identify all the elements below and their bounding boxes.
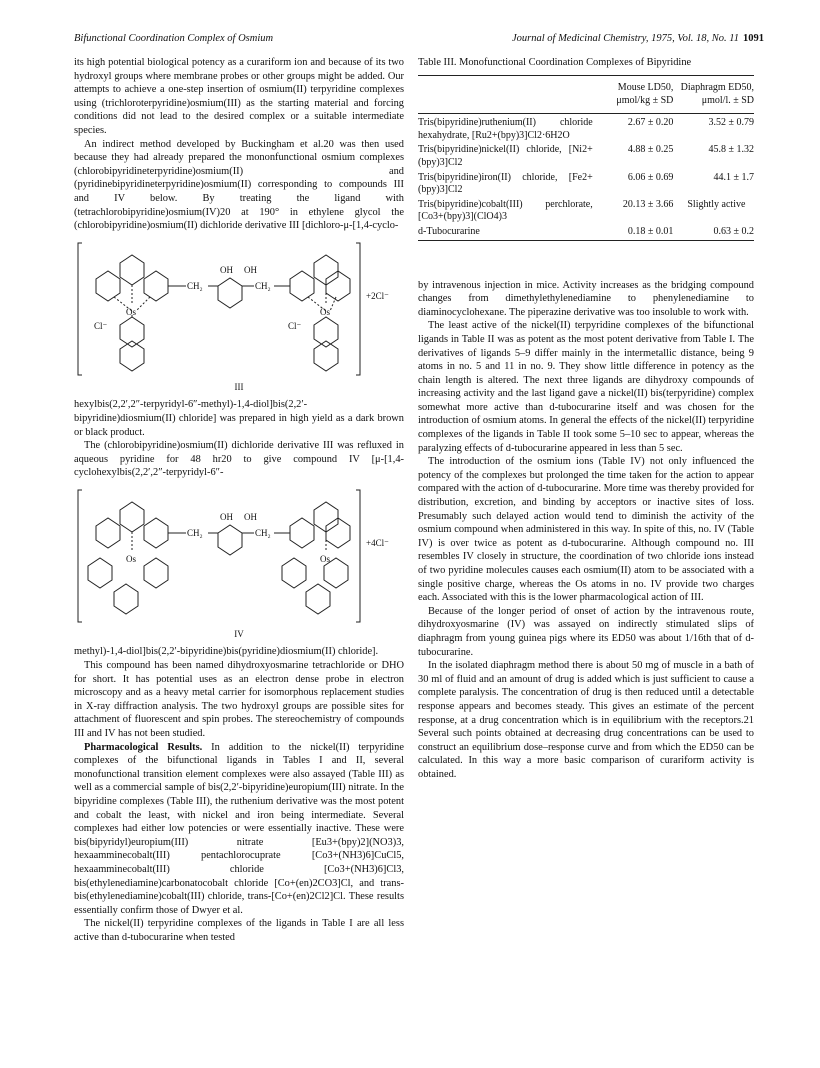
table-cell: 20.13 ± 3.66 [622,198,674,210]
table-cell: 0.18 ± 0.01 [627,225,674,237]
table-cell: 2.67 ± 0.20 [627,117,674,129]
page-number: 1091 [743,33,764,44]
paragraph: methyl)-1,4-diol]bis(2,2′-bipyridine)bis(pyridine)diosmium(II) chloride]. [74,646,379,658]
table-cell: d-Tubocurarine [418,225,480,237]
table-cell: Tris(bipyridine)nickel(II) chloride, [Ni2+(bpy)3]Cl2 [418,144,593,168]
figure-label-iv: IV [234,628,244,639]
os-atom-right: Os [320,553,331,564]
table-cell: 45.8 ± 1.32 [708,144,754,156]
running-header-left: Bifunctional Coordination Complex of Osmium [74,33,274,44]
methylene-label: CH₂ [255,527,271,538]
paragraph: This compound has been named dihydroxyosmarine tetrachloride or DHO for short. It has potential uses as an electron dense probe in electron microscopy and as a heavy metal carrier for isomorphous replacement studies in X-ray diffraction analysis. The two hydroxyl groups are possible sites for attachment of fluorescent and spin probes. The stereochemistry of compounds III and IV has not been studied. [74,660,404,740]
paragraph: Because of the longer period of onset of action by the intravenous route, dihydroxyosmarine (IV) was assayed on indirectly stimulated slips of diaphragm from young guinea pigs where its ED50 was about 1/16th that of d-tubocurarine. [418,605,754,658]
table-cell: Tris(bipyridine)cobalt(III) perchlorate, [Co3+(bpy)3](ClO4)3 [418,198,593,223]
paragraph: The (chlorobipyridine)osmium(II) dichloride derivative III was refluxed in aqueous pyridine for 48 hr20 to give compound IV [μ-[1,4-cyclohexylbis(2,2′,2″-terpyridyl-6″- [74,440,404,479]
table-row [418,171,754,198]
left-column [74,56,404,945]
journal-citation: Journal of Medicinal Chemistry, 1975, Vol. 18, No. 11 [511,33,739,44]
hydroxyl-label: OH [220,264,233,275]
table-row [418,198,754,225]
table-cell: Tris(bipyridine)ruthenium(II) chloride hexahydrate, [Ru2+(bpy)3]Cl2·6H2O [418,117,593,141]
structure-iv-drawing [74,486,404,626]
table-iii [418,75,754,243]
paragraph: In the isolated diaphragm method there is about 50 mg of muscle in a bath of 30 ml of fluid and an amount of drug is added which is just sufficient to cause a complete paralysis. The concentration of drug is then reduced until a detectable response appears and becomes steady. This gives an estimate of the percent response, at a drug concentration which is in equilibrium with the receptors.21 Several such points obtained at decreasing drug concentrations can be used to construct an equilibrium dose–response curve and from which the ED50 can be calculated. In this way a more basic comparison of curariform activity is obtained. [418,660,754,780]
table-row [418,116,754,143]
methylene-label: CH₂ [187,527,203,538]
column-header: Diaphragm ED50, μmol/l. ± SD [680,82,754,106]
table-cell: 6.06 ± 0.69 [627,171,674,183]
structure-figure-iv [74,486,404,626]
methylene-label: CH₂ [187,280,203,291]
table-title: Table III. Monofunctional Coordination Complexes of Bipyridine [418,57,692,68]
os-atom-left: Os [126,306,137,317]
table-cell: Slightly active [687,198,746,210]
column-header: Mouse LD50, μmol/kg ± SD [616,82,674,106]
paragraph [74,741,404,918]
running-header-right [512,33,764,44]
right-column [418,56,754,782]
table-cell: 44.1 ± 1.7 [713,171,754,183]
paragraph: The least active of the nickel(II) terpyridine complexes of the bifunctional ligands in Table II was as potent as the most potent derivative from Table I. The derivatives of ligands 5–9 differ mainly in the intermetallic distance, being 9 atoms in no. 5 and 11 in no. 9. They show little difference in potency as the chain length is altered. The next three ligands are dihydroxy compounds of increasing activity and the last ligand gave a nickel(II) bis(terpyridine) complex somewhat more active than d-tubocurarine itself and was chosen for the introduction of osmium atoms. In general the effects of the nickel(II) terpyridine complexes of the ligands in Table II took some 5–10 sec to appear, whereas the paralyzing effects of d-tubocurarine appeared in less than 5 sec. [418,320,754,454]
os-atom-left: Os [126,553,137,564]
paragraph: its high potential biological potency as a curariform ion and because of its two hydroxyl groups where membrane probes or other groups might be added. Our attempts to achieve a one-step insertion of osmium(II) terpyridine complexes using (trichloroterpyridine)osmium(III) as the starting material and forcing conditions did not lead to the desired complex or a suitable intermediate species. [74,57,404,136]
table-cell: 3.52 ± 0.79 [708,117,754,129]
paragraph: An indirect method developed by Buckingham et al.20 was then used because they had already prepared the mononfunctional osmium complexes (chlorobipyridineterpyridine)osmium(II) and (pyridinebipyridineterpyridine)osmium(II) corresponding to compounds III and IV below. By treating the ligand with (tetrachlorobipyridine)osmium(IV)20 at 190° in ethylene glycol the (chlorobipyridine)osmium(II) dichloride derivative III [dichloro-μ-[1,4-cyclo- [74,138,404,232]
paragraph-text: In addition to the nickel(II) terpyridine complexes of the bifunctional ligands in Tables I and II, several monofunctional transition element complexes were also assayed (Table III) as well as a commercial sample of bis(2,2′-bipyridine)europium(III) nitrate. In the bipyridine complexes (Table III), the ruthenium derivative was the most potent and cobalt the least, with nickel and iron being intermediate. Several complexes had either low potencies or were essentially inactive. These were bis(bipyridyl)europium(III) nitrate [Eu3+(bpy)2](NO3)3, hexaamminecobalt(III) pentachlorocuprate [Co3+(NH3)6]CuCl5, hexaamminecobalt(III) chloride [Co3+(NH3)6]Cl3, bis(ethylenediamine)carbonatocobalt chloride [Co+(en)2CO3]Cl, and trans-bis(ethylenediamine)cobalt(III) chloride, trans-[Co+(en)2Cl2]Cl. These results essentially confirm those of Dwyer et al. [74,741,404,916]
table-cell: Tris(bipyridine)iron(II) chloride, [Fe2+(bpy)3]Cl2 [418,171,593,196]
table-row [418,143,754,170]
chloride-label: Cl⁻ [94,320,108,331]
section-heading: Pharmacological Results. [84,741,203,753]
methylene-label: CH₂ [255,280,271,291]
paragraph: The nickel(II) terpyridine complexes of the ligands in Table I are all less active than d-tubocurarine when tested [74,918,404,943]
counterion-label: +2Cl⁻ [366,290,389,301]
counterion-label: +4Cl⁻ [366,537,389,548]
paragraph: hexylbis(2,2′,2″-terpyridyl-6″-methyl)-1,4-diol]bis(2,2′-bipyridine)diosmium(II) chloride] was prepared in high yield as a dark brown or black product. [74,399,404,438]
hydroxyl-label: OH [244,264,257,275]
table-row [418,225,754,240]
hydroxyl-label: OH [244,511,257,522]
hydroxyl-label: OH [220,511,233,522]
figure-label-iii: III [234,381,244,392]
paragraph: by intravenous injection in mice. Activity increases as the bridging compound changes from dimethylethylenediamine to phenylenediamine to diaminocyclohexane. The piperazine derivative was too insoluble to work with. [418,279,754,318]
table-cell: 4.88 ± 0.25 [627,144,674,156]
structure-iii-drawing [74,239,404,379]
paragraph: The introduction of the osmium ions (Table IV) not only influenced the potency of the complexes but prolonged the time taken for the action to appear compared with the action of d-tubocurarine. More time was thereby provided for distribution, excretion, and binding by acceptors or inactive sites of loss. Presumably such delayed action would tend to diminish the activity of the osmium compound when administered in this way. In spite of this, no. IV (Table IV) is over twice as potent as d-tubocurarine. Although compound no. III resembles IV closely in structure, the coordination of two chloride ions instead of two pyridine molecules causes each osmium(II) atom to be associated with a single positive charge, whereas the Os atoms in no. IV provide two charges each. Associated with this is the lower pharmacological action of III. [418,456,754,604]
structure-figure-iii [74,239,404,379]
chloride-label: Cl⁻ [288,320,302,331]
os-atom-right: Os [320,306,331,317]
table-cell: 0.63 ± 0.2 [713,225,754,237]
